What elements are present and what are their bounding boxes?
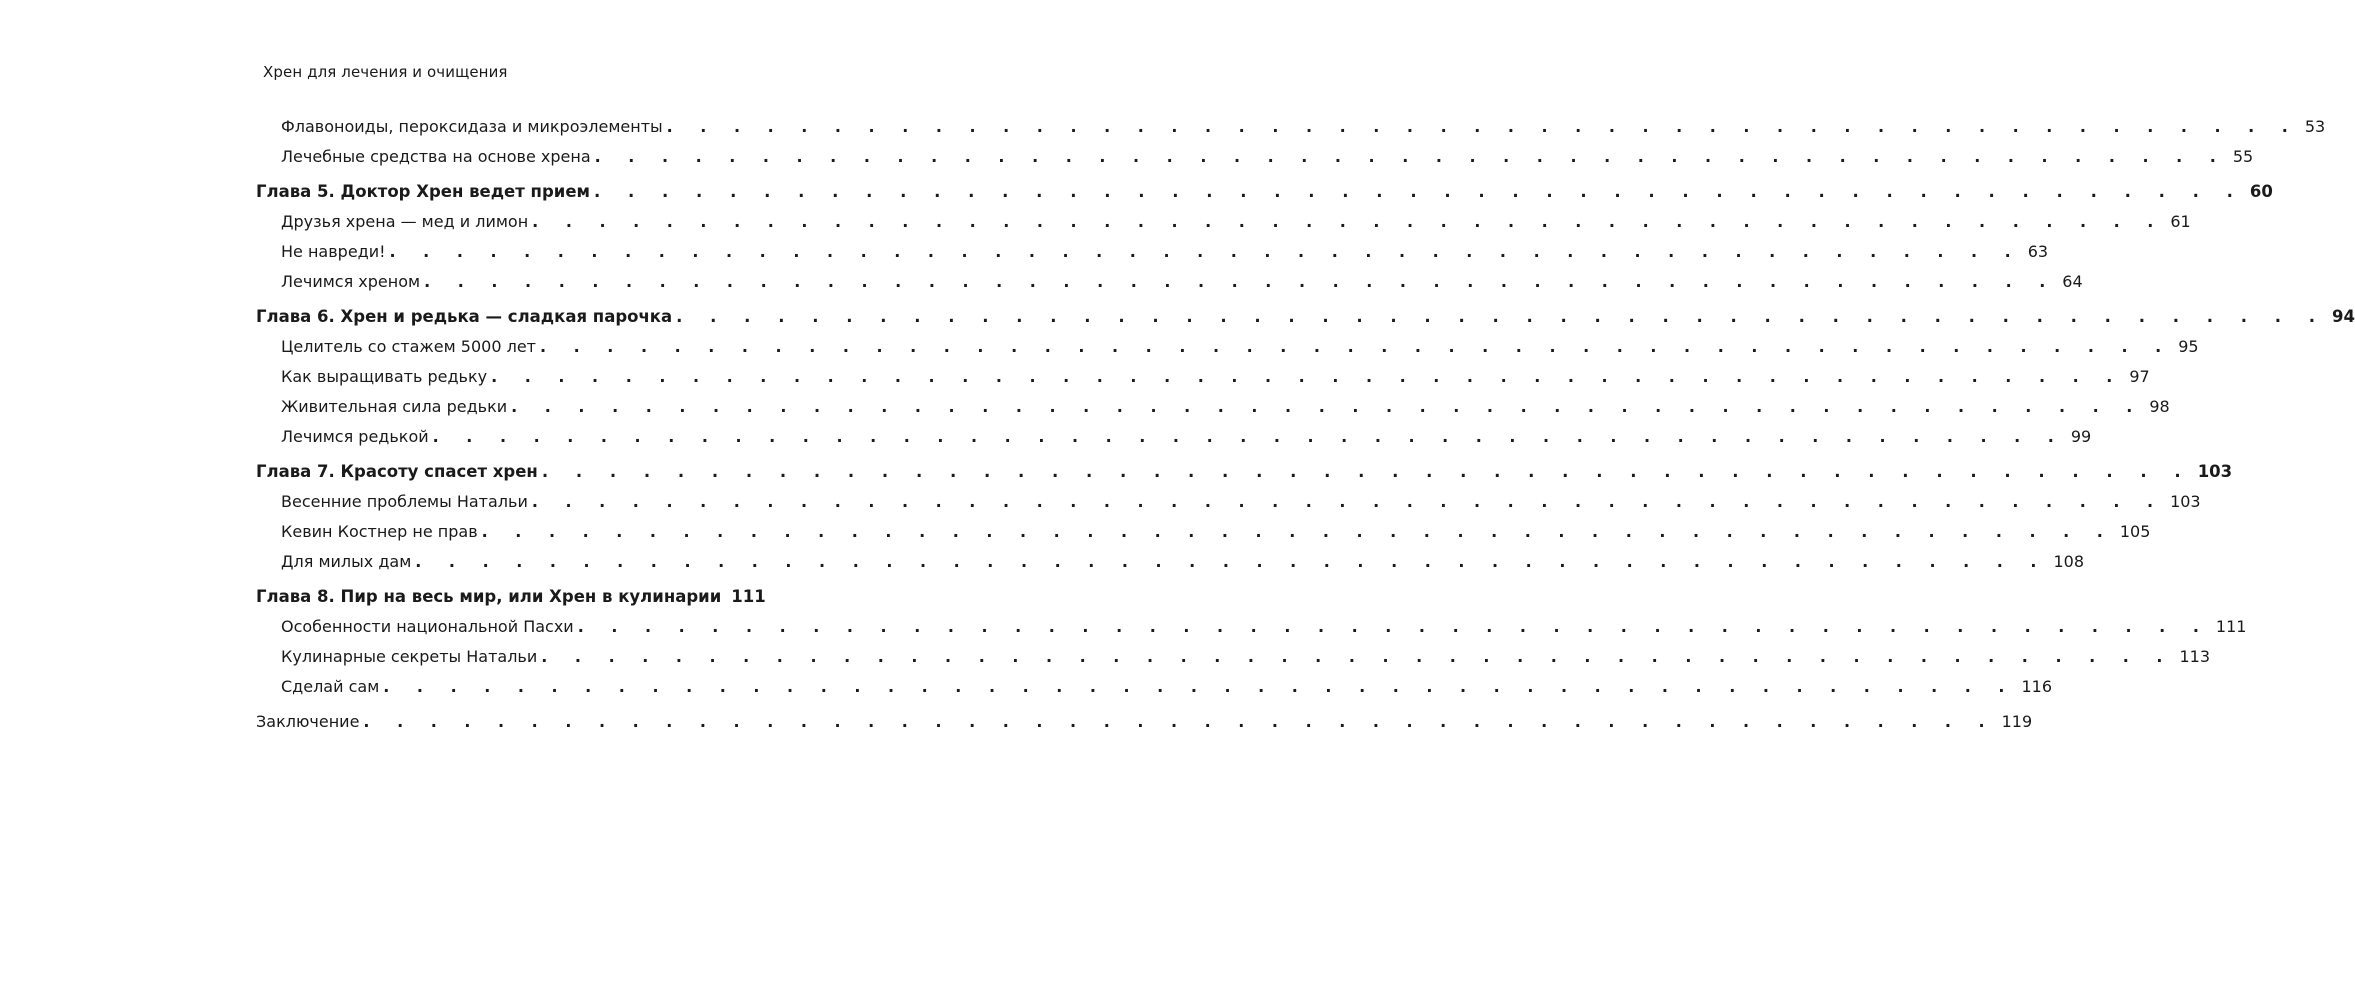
dot-leader: . . . . . . . . . . . . . . . . . . . . . . . . . . . . . . . . . . . . . . . . . . . . . . . . . — [531, 492, 2165, 511]
toc-entry — [281, 367, 2150, 393]
toc-chapter-entry — [256, 587, 766, 613]
toc-entry-title: Сделай сам — [281, 677, 380, 696]
toc-entry-title: Друзья хрена — мед и лимон — [281, 212, 529, 231]
toc-entry — [281, 337, 2199, 363]
dot-leader: . . . . . . . . . . . . . . . . . . . . . . . . . . . . . . . . . . . . . . . . . . . . . . . . . — [666, 117, 2299, 136]
toc-entry — [281, 397, 2170, 423]
toc-entry-title: Глава 7. Красоту спасет хрен — [256, 462, 538, 481]
dot-leader: . . . . . . . . . . . . . . . . . . . . . . . . . . . . . . . . . . . . . . . . . . . . . . . . . — [389, 242, 2022, 261]
toc-entry — [281, 212, 2191, 238]
toc-entry-title: Кулинарные секреты Натальи — [281, 647, 538, 666]
toc-page-number: 105 — [2119, 522, 2151, 541]
running-head: Хрен для лечения и очищения — [263, 63, 508, 81]
dot-leader: . . . . . . . . . . . . . . . . . . . . . . . . . . . . . . . . . . . . . . . . . . . . . . . . . — [594, 147, 2227, 166]
toc-entry-title: Лечебные средства на основе хрена — [281, 147, 591, 166]
toc-page-number: 119 — [2001, 712, 2033, 731]
dot-leader: . . . . . . . . . . . . . . . . . . . . . . . . . . . . . . . . . . . . . . . . . . . . . . . . . — [577, 617, 2210, 636]
toc-entry-title: Глава 8. Пир на весь мир, или Хрен в кулинарии — [256, 587, 722, 606]
toc-entry — [281, 272, 2083, 298]
dot-leader: . . . . . . . . . . . . . . . . . . . . . . . . . . . . . . . . . . . . . . . . . . . . . . . . . — [676, 307, 2327, 326]
toc-page-number: 108 — [2053, 552, 2085, 571]
toc-chapter-entry — [256, 182, 2273, 208]
toc-entry-title: Не навреди! — [281, 242, 386, 261]
toc-page-number: 103 — [2197, 462, 2233, 481]
dot-leader: . . . . . . . . . . . . . . . . . . . . . . . . . . . . . . . . . . . . . . . . . . . . . . . . . — [363, 712, 1996, 731]
toc-page-number: 63 — [2027, 242, 2049, 261]
toc-entry-title: Особенности национальной Пасхи — [281, 617, 574, 636]
toc-entry — [281, 552, 2085, 578]
toc-entry-title: Заключение — [256, 712, 360, 731]
toc-entry-title: Кевин Костнер не прав — [281, 522, 478, 541]
dot-leader: . . . . . . . . . . . . . . . . . . . . . . . . . . . . . . . . . . . . . . . . . . . . . . . . . — [541, 462, 2192, 481]
toc-entry — [281, 677, 2053, 703]
toc-page-number: 94 — [2332, 307, 2355, 326]
dot-leader: . . . . . . . . . . . . . . . . . . . . . . . . . . . . . . . . . . . . . . . . . . . . . . . . . — [511, 397, 2144, 416]
toc-entry-title: Глава 5. Доктор Хрен ведет прием — [256, 182, 591, 201]
toc-entry-title: Живительная сила редьки — [281, 397, 508, 416]
toc-entry-title: Лечимся хреном — [281, 272, 421, 291]
toc-page-number: 53 — [2304, 117, 2326, 136]
toc-entry — [281, 427, 2092, 453]
dot-leader: . . . . . . . . . . . . . . . . . . . . . . . . . . . . . . . . . . . . . . . . . . . . . . . . . — [424, 272, 2057, 291]
toc-entry — [281, 647, 2211, 673]
toc-entry-title: Глава 6. Хрен и редька — сладкая парочка — [256, 307, 673, 326]
dot-leader: . . . . . . . . . . . . . . . . . . . . . . . . . . . . . . . . . . . . . . . . . . . . . . . . . — [432, 427, 2065, 446]
toc-chapter-entry — [256, 462, 2233, 488]
toc-page-number: 55 — [2232, 147, 2254, 166]
toc-entry-title: Для милых дам — [281, 552, 412, 571]
toc-page-number: 116 — [2021, 677, 2053, 696]
toc-chapter-entry — [256, 307, 2355, 333]
toc-entry-title: Лечимся редькой — [281, 427, 429, 446]
dot-leader: . . . . . . . . . . . . . . . . . . . . . . . . . . . . . . . . . . . . . . . . . . . . . . . . . — [541, 647, 2174, 666]
toc-page-number: 97 — [2129, 367, 2150, 386]
toc-entry — [281, 117, 2326, 143]
toc-entry — [281, 242, 2049, 268]
toc-page-number: 98 — [2149, 397, 2170, 416]
toc-page-number: 103 — [2170, 492, 2201, 511]
toc-entry-title: Весенние проблемы Натальи — [281, 492, 528, 511]
toc-entry — [281, 617, 2247, 643]
dot-leader: . . . . . . . . . . . . . . . . . . . . . . . . . . . . . . . . . . . . . . . . . . . . . . . . . — [383, 677, 2016, 696]
toc-page-number: 60 — [2249, 182, 2273, 201]
toc-page-number: 99 — [2070, 427, 2092, 446]
toc-entry — [281, 147, 2254, 173]
dot-leader: . . . . . . . . . . . . . . . . . . . . . . . . . . . . . . . . . . . . . . . . . . . . . . . . . — [532, 212, 2165, 231]
dot-leader: . . . . . . . . . . . . . . . . . . . . . . . . . . . . . . . . . . . . . . . . . . . . . . . . . — [540, 337, 2173, 356]
dot-leader: . . . . . . . . . . . . . . . . . . . . . . . . . . . . . . . . . . . . . . . . . . . . . . . . . — [415, 552, 2048, 571]
toc-entry — [281, 492, 2201, 518]
toc-page-number: 95 — [2178, 337, 2199, 356]
toc-page-number: 61 — [2170, 212, 2191, 231]
toc-entry-title: Целитель со стажем 5000 лет — [281, 337, 536, 356]
dot-leader: . . . . . . . . . . . . . . . . . . . . . . . . . . . . . . . . . . . . . . . . . . . . . . . . . — [481, 522, 2114, 541]
toc-page-number: 113 — [2179, 647, 2211, 666]
toc-page-number: 111 — [2215, 617, 2247, 636]
toc-entry-title: Флавоноиды, пероксидаза и микроэлементы — [281, 117, 663, 136]
toc-entry — [281, 522, 2151, 548]
dot-leader: . . . . . . . . . . . . . . . . . . . . . . . . . . . . . . . . . . . . . . . . . . . . . . . . . — [491, 367, 2124, 386]
toc-page-number: 111 — [731, 587, 766, 606]
toc-page-number: 64 — [2062, 272, 2083, 291]
toc-entry-title: Как выращивать редьку — [281, 367, 488, 386]
toc-chapter-entry — [256, 712, 2033, 738]
dot-leader: . . . . . . . . . . . . . . . . . . . . . . . . . . . . . . . . . . . . . . . . . . . . . . . . . — [594, 182, 2244, 201]
